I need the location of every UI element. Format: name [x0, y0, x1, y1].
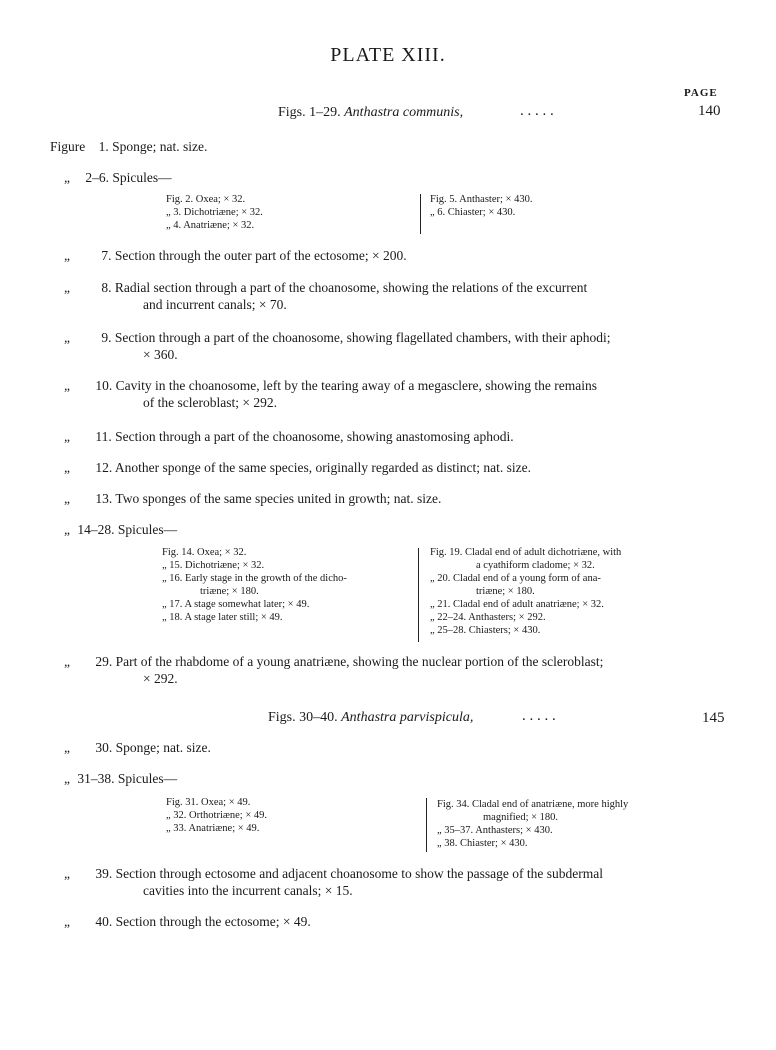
spicule-item-continuation: triæne; × 180.	[476, 586, 535, 597]
entry-fig-10	[64, 378, 597, 394]
column-divider	[426, 798, 427, 852]
entry-continuation: of the scleroblast; × 292.	[143, 395, 277, 410]
spicule-item: „ 18. A stage later still; × 49.	[162, 612, 283, 623]
entry-continuation: cavities into the incurrent canals; × 15.	[143, 883, 353, 898]
spicule-item: „ 35–37. Anthasters; × 430.	[437, 825, 553, 836]
entry-number: 1.	[98, 139, 109, 154]
entry-continuation: × 292.	[143, 671, 178, 686]
entry-text: Two sponges of the same species united in growth; nat. size.	[115, 491, 442, 506]
spicule-item-continuation: magnified; × 180.	[483, 812, 559, 823]
spicule-item: „ 38. Chiaster; × 430.	[437, 838, 528, 849]
entry-text: Another sponge of the same species, originally regarded as distinct; nat. size.	[114, 460, 532, 475]
entry-fig-14-28	[64, 522, 177, 538]
entry-lead: „	[64, 654, 70, 669]
entry-fig-40	[64, 914, 311, 930]
spicule-item-continuation: triæne; × 180.	[200, 586, 259, 597]
entry-text: Section through a part of the choanosome, showing flagellated chambers, with their aphodi;	[114, 330, 611, 345]
entry-text: Section through the outer part of the ectosome; × 200.	[114, 248, 407, 263]
spicule-item-continuation: a cyathiform cladome; × 32.	[476, 560, 595, 571]
entry-lead: Figure	[50, 139, 86, 154]
spicule-item: „ 21. Cladal end of adult anatriæne; × 32.	[430, 599, 604, 610]
entry-number: 2–6.	[85, 170, 109, 185]
spicule-item: „ 17. A stage somewhat later; × 49.	[162, 599, 310, 610]
entry-lead: „	[64, 866, 70, 881]
entry-fig-11	[64, 429, 514, 445]
spicule-item: Fig. 34. Cladal end of anatriæne, more highly	[437, 799, 629, 810]
spicule-item: „ 16. Early stage in the growth of the dicho-	[162, 573, 347, 584]
entry-number: 39.	[95, 866, 113, 881]
section-species: Anthastra parvispicula,	[341, 710, 474, 725]
spicule-item: „ 20. Cladal end of a young form of ana-	[430, 573, 601, 584]
entry-text: Spicules—	[117, 522, 178, 537]
entry-lead: „	[64, 740, 70, 755]
entry-continuation: and incurrent canals; × 70.	[143, 297, 287, 312]
section-page-number: 140	[698, 103, 721, 119]
spicule-item: „ 32. Orthotriæne; × 49.	[166, 810, 267, 821]
spicule-list-left-b	[162, 546, 407, 624]
spicule-item: „ 33. Anatriæne; × 49.	[166, 823, 260, 834]
entry-text: Spicules—	[117, 771, 178, 786]
spicule-list-left-c	[166, 796, 267, 835]
spicule-item: „ 3. Dichotriæne; × 32.	[166, 207, 263, 218]
entry-fig-13	[64, 491, 441, 507]
entry-number: 7.	[101, 248, 112, 263]
entry-lead: „	[64, 522, 70, 537]
spicule-item: Fig. 31. Oxea; × 49.	[166, 797, 251, 808]
entry-lead: „	[64, 378, 70, 393]
spicule-item: „ 6. Chiaster; × 430.	[430, 207, 516, 218]
entry-text: Part of the rhabdome of a young anatriæne, showing the nuclear portion of the scleroblast;	[115, 654, 604, 669]
entry-text: Section through a part of the choanosome, showing anastomosing aphodi.	[115, 429, 514, 444]
entry-number: 9.	[101, 330, 112, 345]
section-header-1	[278, 105, 463, 121]
entry-fig-7	[64, 248, 407, 264]
leader-dots: . . . . .	[520, 103, 554, 119]
entry-text: Section through ectosome and adjacent choanosome to show the passage of the subdermal	[115, 866, 603, 881]
entry-number: 12.	[95, 460, 113, 475]
entry-text: Sponge; nat. size.	[112, 139, 208, 154]
entry-lead: „	[64, 248, 70, 263]
entry-lead: „	[64, 460, 70, 475]
entry-fig-30	[64, 740, 211, 756]
entry-text: Sponge; nat. size.	[115, 740, 211, 755]
spicule-item: „ 25–28. Chiasters; × 430.	[430, 625, 541, 636]
spicule-item: Fig. 2. Oxea; × 32.	[166, 194, 246, 205]
entry-lead: „	[64, 280, 70, 295]
entry-text: Section through the ectosome; × 49.	[115, 914, 311, 929]
column-divider	[420, 194, 421, 234]
section-page-number: 145	[702, 710, 725, 726]
section-species: Anthastra communis,	[344, 105, 464, 120]
leader-dots: . . . . .	[522, 708, 556, 724]
spicule-list-right-b	[430, 546, 621, 637]
entry-number: 29.	[95, 654, 113, 669]
entry-number: 14–28.	[77, 522, 115, 537]
entry-fig-39	[64, 866, 603, 882]
entry-number: 8.	[101, 280, 112, 295]
entry-fig-1	[50, 139, 207, 155]
column-divider	[418, 548, 419, 642]
entry-fig-29	[64, 654, 603, 670]
entry-number: 40.	[95, 914, 113, 929]
entry-text: Radial section through a part of the choanosome, showing the relations of the excurrent	[114, 280, 588, 295]
entry-lead: „	[64, 330, 70, 345]
entry-lead: „	[64, 491, 70, 506]
entry-fig-31-38	[64, 771, 177, 787]
spicule-item: „ 15. Dichotriæne; × 32.	[162, 560, 265, 571]
spicule-item: Fig. 14. Oxea; × 32.	[162, 547, 247, 558]
entry-fig-12	[64, 460, 531, 476]
entry-number: 31–38.	[77, 771, 115, 786]
spicule-list-right-c	[437, 798, 628, 850]
entry-fig-9	[64, 330, 611, 346]
entry-fig-2-6	[64, 170, 172, 186]
entry-lead: „	[64, 914, 70, 929]
spicule-list-left-a	[166, 193, 263, 232]
spicule-item: „ 4. Anatriæne; × 32.	[166, 220, 255, 231]
spicule-list-right-a	[430, 193, 532, 219]
entry-lead: „	[64, 771, 70, 786]
entry-number: 10.	[95, 378, 113, 393]
entry-text: Cavity in the choanosome, left by the tearing away of a megasclere, showing the remains	[115, 378, 597, 393]
spicule-item: Fig. 5. Anthaster; × 430.	[430, 194, 533, 205]
entry-fig-8	[64, 280, 587, 296]
entry-continuation: × 360.	[143, 347, 178, 362]
entry-lead: „	[64, 170, 70, 185]
spicule-item: Fig. 19. Cladal end of adult dichotriæne, with	[430, 547, 622, 558]
section-figs: Figs. 30–40.	[268, 710, 338, 725]
section-figs: Figs. 1–29.	[278, 105, 341, 120]
entry-text: Spicules—	[112, 170, 172, 185]
plate-title: PLATE XIII.	[330, 44, 446, 66]
spicule-item: „ 22–24. Anthasters; × 292.	[430, 612, 546, 623]
entry-number: 13.	[95, 491, 113, 506]
entry-lead: „	[64, 429, 70, 444]
entry-number: 30.	[95, 740, 113, 755]
section-header-2	[268, 710, 473, 726]
page-column-label: PAGE	[684, 87, 718, 99]
entry-number: 11.	[95, 429, 112, 444]
